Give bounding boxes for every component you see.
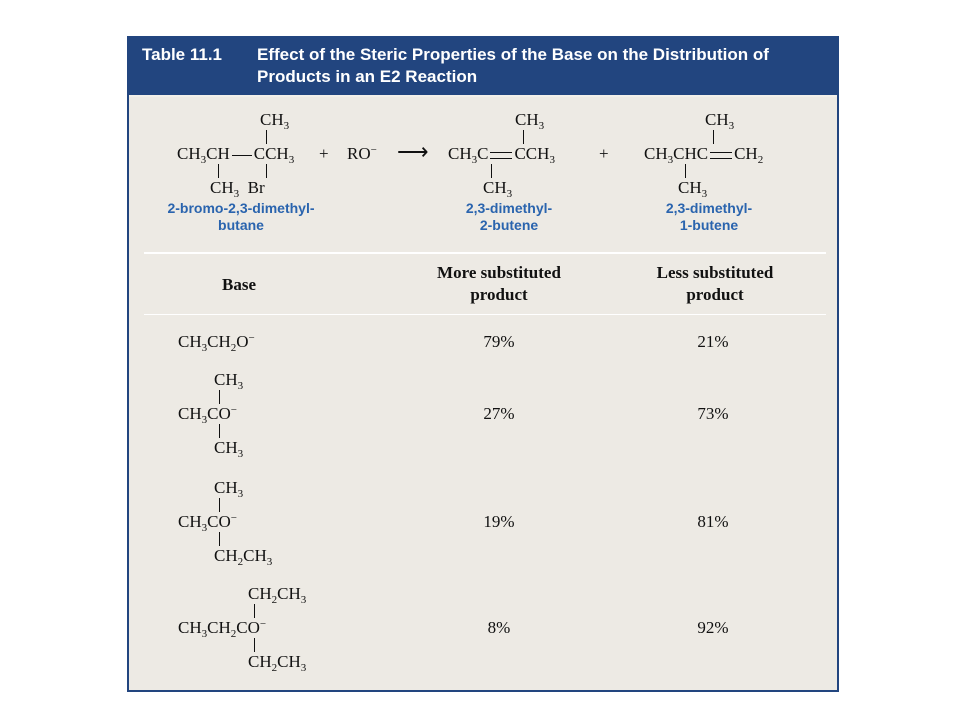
column-header-base: Base	[222, 275, 256, 294]
bond	[219, 498, 220, 512]
product2-main-chain: $CH_3CHC$ $CH_2$	[644, 144, 764, 166]
bond	[254, 638, 255, 652]
less-substituted-value: 92%	[697, 618, 729, 637]
base-ethyl-top: $CH_2CH_3$	[248, 584, 307, 606]
more-substituted-value: 27%	[483, 404, 515, 423]
bond	[218, 164, 219, 178]
bond	[219, 390, 220, 404]
divider	[144, 314, 826, 315]
bond	[523, 130, 524, 144]
product1-main-chain: $CH_3C$ $CCH_3$	[448, 144, 555, 166]
product1-name: 2,3-dimethyl- 2-butene	[465, 200, 553, 233]
table-header	[129, 38, 837, 97]
plus-sign-2: +	[599, 144, 609, 163]
less-substituted-value: 21%	[697, 332, 729, 351]
base-ch3-bottom: $CH_3$	[214, 438, 244, 460]
plus-sign: +	[319, 144, 329, 163]
base-tert-butoxide: $CH_3CO^-$	[178, 404, 237, 426]
product2-ch3-bottom: $CH_3$	[678, 178, 708, 200]
base-tert-pentoxide: $CH_3CO^-$	[178, 512, 237, 534]
product1-ch3-bottom: $CH_3$	[483, 178, 513, 200]
divider	[144, 252, 826, 254]
base-ethyl-bottom: $CH_2CH_3$	[214, 546, 273, 568]
base-triethylmethoxide: $CH_3CH_2CO^-$	[178, 618, 267, 640]
column-header-more: More substituted product	[437, 263, 561, 304]
bond	[219, 532, 220, 546]
more-substituted-value: 79%	[483, 332, 515, 351]
bond	[713, 130, 714, 144]
reaction-arrow: ⟶	[397, 139, 429, 164]
base-ethyl-bottom: $CH_2CH_3$	[248, 652, 307, 674]
base-ch3-top: $CH_3$	[214, 478, 244, 500]
bond	[254, 604, 255, 618]
less-substituted-value: 81%	[697, 512, 729, 531]
product2-ch3-top: $CH_3$	[705, 110, 735, 132]
more-substituted-value: 19%	[483, 512, 515, 531]
bond	[266, 130, 267, 144]
less-substituted-value: 73%	[697, 404, 729, 423]
table-title: Effect of the Steric Properties of the Base on the Distribution of Products in an E2 Reaction	[257, 45, 769, 86]
product1-ch3-top: $CH_3$	[515, 110, 545, 132]
reactant-ch3-bottom: $CH_3$ Br	[210, 178, 265, 200]
bond	[685, 164, 686, 178]
base-ethoxide: $CH_3CH_2O^-$	[178, 332, 255, 354]
column-header-less: Less substituted product	[656, 263, 774, 304]
table-panel	[127, 36, 839, 692]
reactant-main-chain: $CH_3CH$ $CCH_3$	[177, 144, 295, 166]
bond	[491, 164, 492, 178]
reactant-name: 2-bromo-2,3-dimethyl- butane	[167, 200, 315, 233]
reagent-alkoxide: RO−	[347, 144, 377, 163]
product2-name: 2,3-dimethyl- 1-butene	[665, 200, 753, 233]
more-substituted-value: 8%	[487, 618, 511, 637]
table-number: Table 11.1	[142, 45, 223, 64]
reactant-ch3-top: $CH_3$	[260, 110, 290, 132]
bond	[266, 164, 267, 178]
base-ch3-top: $CH_3$	[214, 370, 244, 392]
bond	[219, 424, 220, 438]
